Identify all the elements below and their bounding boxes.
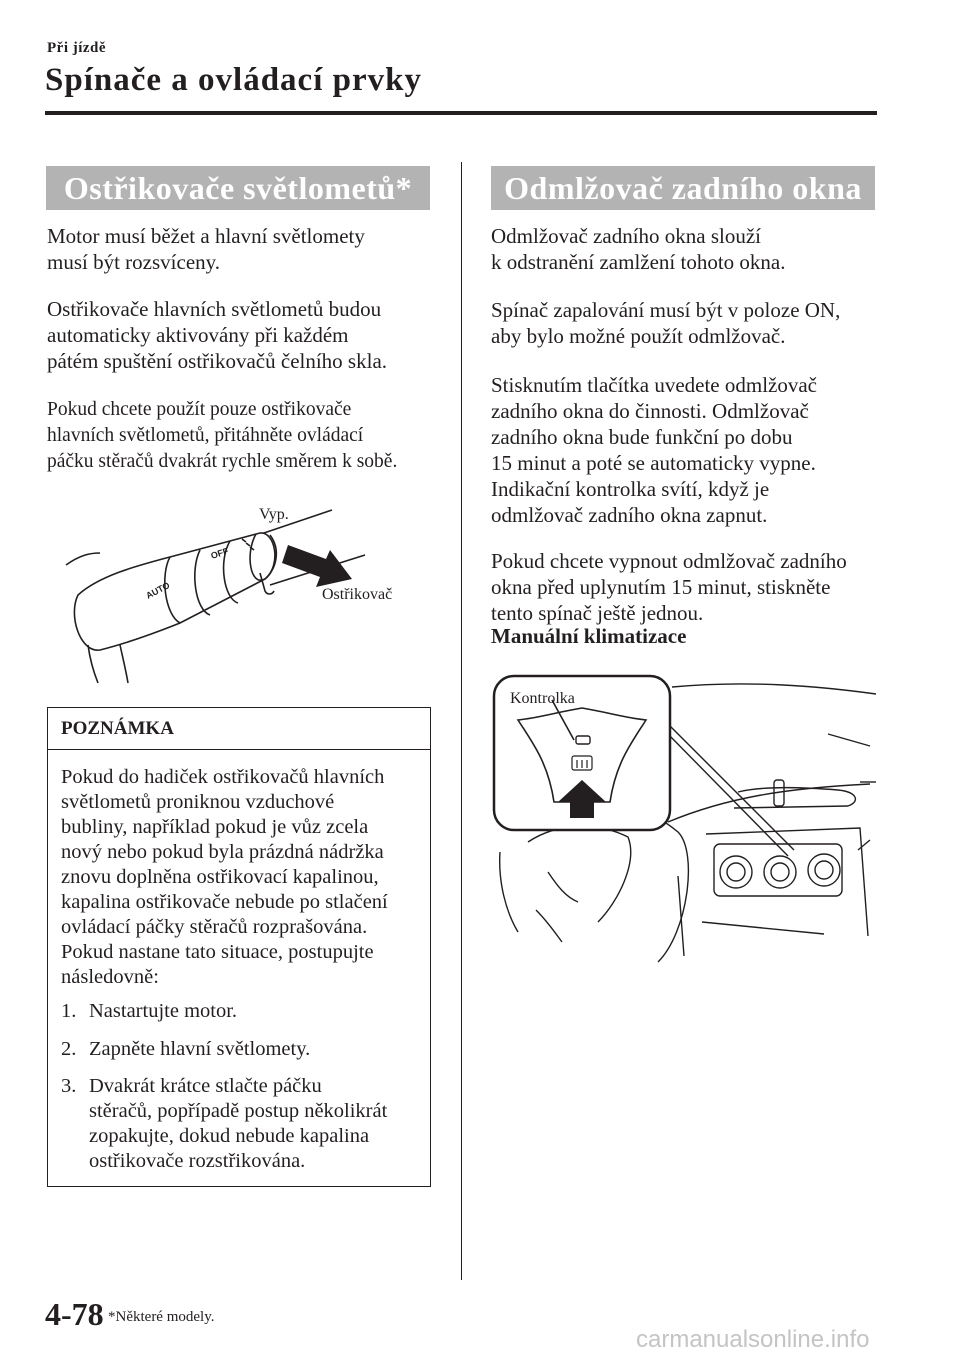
- footnote: *Některé modely.: [108, 1309, 215, 1325]
- note-body: Pokud do hadiček ostřikovačů hlavních světlometů proniknou vzduchové bubliny, například pokud je vůz zcela nový nebo pokud byla prázdná nádržka znovu doplněna ostřikovací kapalinou, kapalina ostřikovače nebude po stlačení ovládací páčky stěračů rozprašována. Pokud nastane tato situace, postupujte následovně:: [61, 766, 388, 988]
- rear-defroster-figure: [488, 672, 880, 964]
- chapter-title: Spínače a ovládací prvky: [45, 62, 422, 98]
- note-step-text: Dvakrát krátce stlačte páčku stěračů, popřípadě postup několikrát zopakujte, dokud nebude kapalina ostřikovače rozstřikována.: [89, 1075, 388, 1172]
- left-section-banner: Ostřikovače světlometů*: [46, 166, 430, 210]
- indicator-lamp-icon: [576, 736, 590, 744]
- column-divider: [461, 162, 462, 1280]
- right-subheading: Manuální klimatizace: [491, 624, 687, 648]
- left-paragraph-2: Ostřikovače hlavních světlometů budou automaticky aktivovány při každém pátém spuštění ostřikovačů čelního skla.: [47, 297, 388, 373]
- right-paragraph-4: Pokud chcete vypnout odmlžovač zadního okna před uplynutím 15 minut, stiskněte tento spínač ještě jednou.: [491, 549, 847, 625]
- lever-auto-text: AUTO: [144, 580, 172, 601]
- watermark: carmanualsonline.info: [636, 1326, 870, 1353]
- left-paragraph-1: Motor musí běžet a hlavní světlomety musí být rozsvíceny.: [47, 224, 365, 274]
- figure-label-off: Vyp.: [259, 506, 289, 523]
- note-step-text: Nastartujte motor.: [89, 1000, 238, 1022]
- right-paragraph-3: Stisknutím tlačítka uvedete odmlžovač zadního okna do činnosti. Odmlžovač zadního okna bude funkční po dobu 15 minut a poté se automaticky vypne. Indikační kontrolka svítí, když je odmlžovač zadního okna zapnut.: [491, 373, 818, 527]
- pull-arrow-icon: [282, 545, 352, 587]
- note-step-number: 1.: [61, 1000, 77, 1022]
- figure-label-indicator: Kontrolka: [510, 690, 575, 707]
- note-heading: POZNÁMKA: [48, 708, 430, 750]
- note-step-number: 3.: [61, 1075, 77, 1097]
- note-box: [47, 707, 431, 1187]
- left-paragraph-3: Pokud chcete použít pouze ostřikovače hlavních světlometů, přitáhněte ovládací páčku stěračů dvakrát rychle směrem k sobě.: [47, 399, 398, 472]
- lever-off-text: OFF: [209, 545, 230, 561]
- right-section-banner: Odmlžovač zadního okna: [491, 166, 875, 210]
- note-step-text: Zapněte hlavní světlomety.: [89, 1038, 311, 1060]
- section-label: Při jízdě: [47, 40, 107, 56]
- note-step-number: 2.: [61, 1038, 77, 1060]
- right-paragraph-1: Odmlžovač zadního okna slouží k odstranění zamlžení tohoto okna.: [491, 224, 786, 274]
- header-rule: [45, 111, 877, 115]
- right-paragraph-2: Spínač zapalování musí být v poloze ON, aby bylo možné použít odmlžovač.: [491, 298, 841, 348]
- figure-label-washer: Ostřikovač: [322, 586, 393, 603]
- page-number: 4-78: [45, 1296, 104, 1332]
